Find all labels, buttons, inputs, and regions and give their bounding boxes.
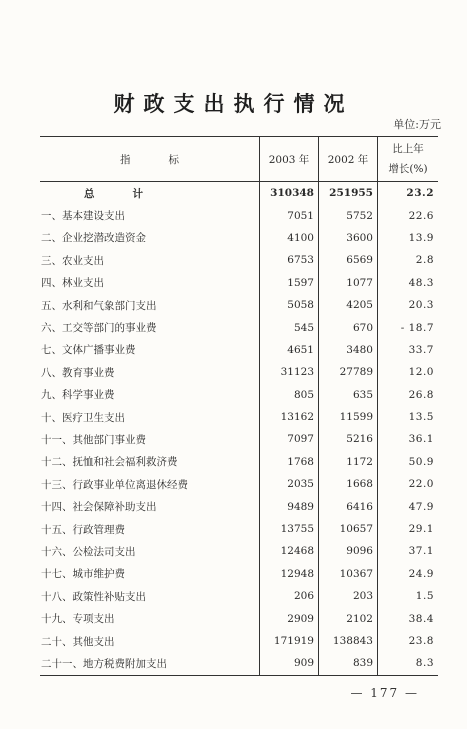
row-growth: 36.1 bbox=[378, 428, 439, 450]
row-value-2003: 9489 bbox=[260, 495, 319, 517]
row-growth: 23.8 bbox=[378, 630, 439, 652]
header-growth-line1: 比上年 bbox=[392, 143, 424, 155]
header-2002: 2002 年 bbox=[319, 137, 378, 182]
table-row bbox=[40, 607, 438, 629]
row-value-2002: 3600 bbox=[319, 227, 378, 249]
row-name: 七、文体广播事业费 bbox=[41, 344, 136, 357]
row-growth: 50.9 bbox=[378, 451, 439, 473]
row-value-2002: 5752 bbox=[319, 204, 378, 226]
header-growth-line2: 增长(%) bbox=[388, 163, 428, 175]
row-value-2002: 11599 bbox=[319, 406, 378, 428]
row-value-2002: 10657 bbox=[319, 518, 378, 540]
row-growth: 12.0 bbox=[378, 361, 439, 383]
row-value-2003: 805 bbox=[260, 384, 319, 406]
row-growth: 22.6 bbox=[378, 204, 439, 226]
row-growth: 13.9 bbox=[378, 227, 439, 249]
row-name: 二十一、地方税费附加支出 bbox=[40, 652, 260, 675]
table-row bbox=[40, 361, 438, 383]
table-row bbox=[40, 316, 438, 338]
row-value-2003: 1768 bbox=[260, 451, 319, 473]
row-growth: 26.8 bbox=[378, 384, 439, 406]
row-growth: 24.9 bbox=[378, 563, 439, 585]
row-growth: 13.5 bbox=[378, 406, 439, 428]
expenditure-table bbox=[40, 136, 438, 676]
row-value-2003: 12948 bbox=[260, 563, 319, 585]
row-name: 十六、公检法司支出 bbox=[41, 545, 136, 558]
row-name: 三、农业支出 bbox=[41, 254, 104, 267]
row-value-2002: 1172 bbox=[319, 451, 378, 473]
table-row bbox=[40, 406, 438, 428]
page-title: 财政支出执行情况 bbox=[113, 91, 354, 116]
table-row bbox=[40, 495, 438, 517]
row-value-2003: 4651 bbox=[260, 339, 319, 361]
table-row bbox=[40, 384, 438, 406]
row-value-2002: 203 bbox=[319, 585, 378, 607]
row-value-2002: 4205 bbox=[319, 294, 378, 316]
row-value-2003: 31123 bbox=[260, 361, 319, 383]
table-body bbox=[40, 182, 438, 676]
row-name: 九、科学事业费 bbox=[41, 389, 115, 402]
row-name: 十一、其他部门事业费 bbox=[41, 433, 146, 446]
row-value-2003: 206 bbox=[260, 585, 319, 607]
table-row bbox=[40, 630, 438, 652]
row-value-2003: 6753 bbox=[260, 249, 319, 271]
row-value-2002: 635 bbox=[319, 384, 378, 406]
row-value-2002: 670 bbox=[319, 316, 378, 338]
table-row-total bbox=[40, 182, 438, 205]
row-value-2003: 909 bbox=[260, 652, 319, 675]
table-row bbox=[40, 518, 438, 540]
row-name: 十二、抚恤和社会福利救济费 bbox=[41, 456, 178, 469]
row-value-2003: 310348 bbox=[260, 182, 319, 205]
unit-label: 单位:万元 bbox=[393, 118, 441, 131]
table-row bbox=[40, 204, 438, 226]
row-value-2003: 171919 bbox=[260, 630, 319, 652]
row-value-2002: 5216 bbox=[319, 428, 378, 450]
row-value-2003: 545 bbox=[260, 316, 319, 338]
table-row bbox=[40, 652, 438, 675]
row-value-2003: 13755 bbox=[260, 518, 319, 540]
row-growth: 20.3 bbox=[378, 294, 439, 316]
row-value-2003: 2909 bbox=[260, 607, 319, 629]
row-name: 五、水利和气象部门支出 bbox=[41, 299, 157, 312]
row-name: 十三、行政事业单位离退休经费 bbox=[41, 478, 188, 491]
row-name: 二、企业挖潜改造资金 bbox=[41, 232, 146, 245]
row-growth: 37.1 bbox=[378, 540, 439, 562]
header-indicator: 指标 bbox=[40, 137, 260, 182]
page-number: — 177 — bbox=[350, 686, 419, 700]
row-value-2002: 3480 bbox=[319, 339, 378, 361]
row-value-2002: 138843 bbox=[319, 630, 378, 652]
row-value-2002: 251955 bbox=[319, 182, 378, 205]
table-row bbox=[40, 451, 438, 473]
row-growth: 23.2 bbox=[378, 182, 439, 205]
table-row bbox=[40, 227, 438, 249]
row-name: 十九、专项支出 bbox=[41, 613, 115, 626]
row-value-2003: 2035 bbox=[260, 473, 319, 495]
row-name: 十七、城市维护费 bbox=[41, 568, 125, 581]
row-value-2003: 12468 bbox=[260, 540, 319, 562]
row-name: 八、教育事业费 bbox=[41, 366, 115, 379]
table-row bbox=[40, 585, 438, 607]
row-growth: 2.8 bbox=[378, 249, 439, 271]
row-name: 总计 bbox=[84, 187, 181, 200]
table-row bbox=[40, 428, 438, 450]
table-row bbox=[40, 540, 438, 562]
row-value-2002: 2102 bbox=[319, 607, 378, 629]
row-value-2003: 5058 bbox=[260, 294, 319, 316]
row-value-2003: 1597 bbox=[260, 272, 319, 294]
row-value-2002: 6416 bbox=[319, 495, 378, 517]
row-name: 二十、其他支出 bbox=[41, 635, 115, 648]
row-name: 六、工交等部门的事业费 bbox=[41, 322, 157, 335]
table-row bbox=[40, 473, 438, 495]
row-value-2003: 7097 bbox=[260, 428, 319, 450]
row-value-2003: 13162 bbox=[260, 406, 319, 428]
header-growth bbox=[378, 137, 439, 182]
table-row bbox=[40, 294, 438, 316]
row-value-2002: 27789 bbox=[319, 361, 378, 383]
row-value-2003: 7051 bbox=[260, 204, 319, 226]
header-2003: 2003 年 bbox=[260, 137, 319, 182]
row-value-2003: 4100 bbox=[260, 227, 319, 249]
row-growth: 1.5 bbox=[378, 585, 439, 607]
row-growth: 29.1 bbox=[378, 518, 439, 540]
row-value-2002: 1668 bbox=[319, 473, 378, 495]
row-value-2002: 6569 bbox=[319, 249, 378, 271]
row-name: 十四、社会保障补助支出 bbox=[41, 501, 157, 514]
row-value-2002: 839 bbox=[319, 652, 378, 675]
table-header-row bbox=[40, 137, 438, 182]
row-name: 十八、政策性补贴支出 bbox=[41, 590, 146, 603]
row-name: 四、林业支出 bbox=[41, 277, 104, 290]
row-value-2002: 1077 bbox=[319, 272, 378, 294]
row-growth: 48.3 bbox=[378, 272, 439, 294]
row-growth: 33.7 bbox=[378, 339, 439, 361]
row-name: 一、基本建设支出 bbox=[41, 210, 125, 223]
row-growth: 8.3 bbox=[378, 652, 439, 675]
row-growth: 47.9 bbox=[378, 495, 439, 517]
row-name: 十、医疗卫生支出 bbox=[41, 411, 125, 424]
table-row bbox=[40, 249, 438, 271]
row-name: 十五、行政管理费 bbox=[41, 523, 125, 536]
row-growth: 38.4 bbox=[378, 607, 439, 629]
table-row bbox=[40, 563, 438, 585]
row-growth: 22.0 bbox=[378, 473, 439, 495]
table-row bbox=[40, 339, 438, 361]
row-value-2002: 9096 bbox=[319, 540, 378, 562]
table-row bbox=[40, 272, 438, 294]
row-growth: - 18.7 bbox=[378, 316, 439, 338]
row-value-2002: 10367 bbox=[319, 563, 378, 585]
